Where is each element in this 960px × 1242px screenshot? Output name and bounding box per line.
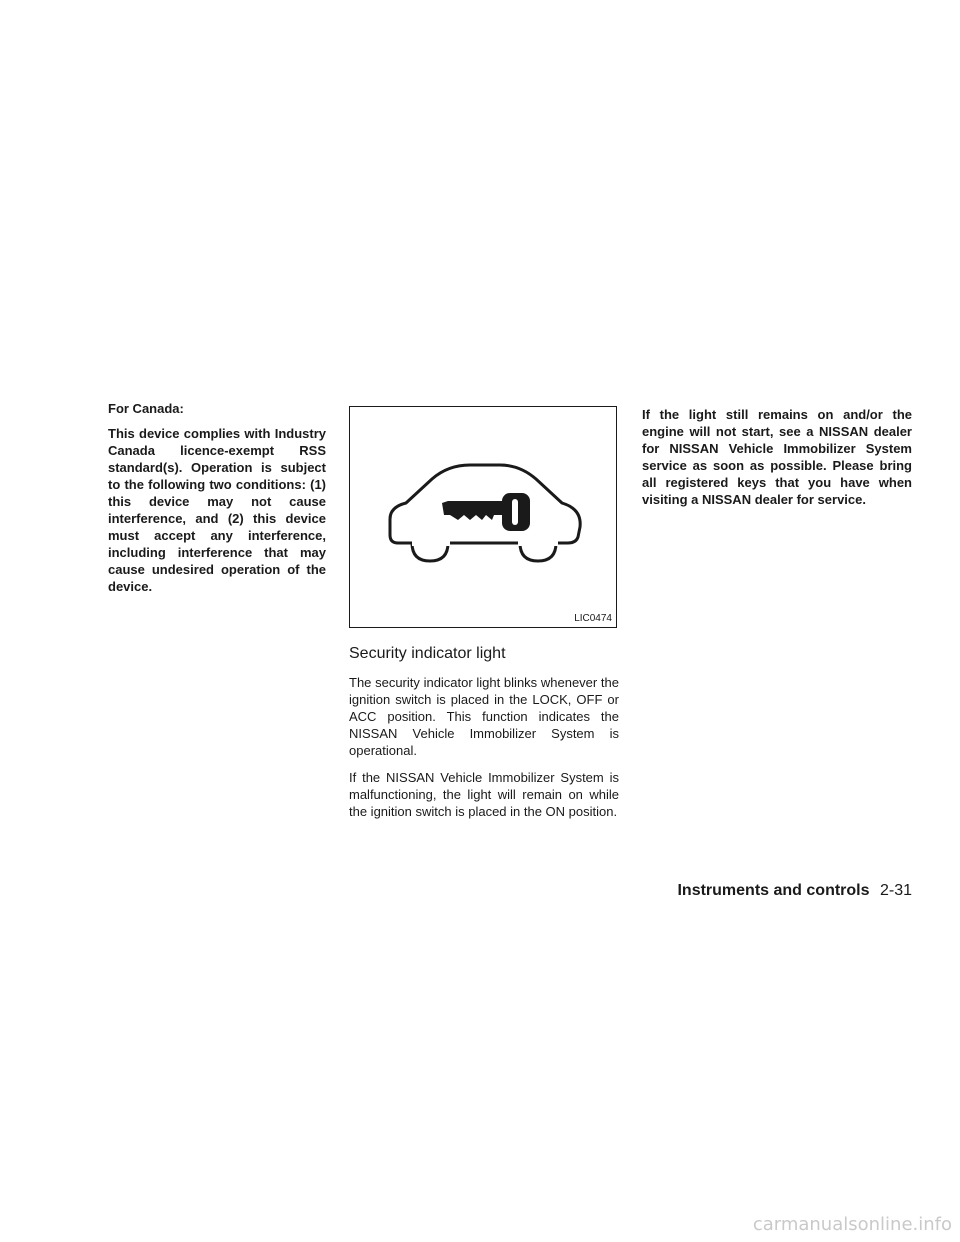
page-footer <box>677 881 912 901</box>
canada-heading: For Canada: <box>108 401 184 416</box>
security-section-title: Security indicator light <box>349 645 506 662</box>
security-indicator-figure <box>349 406 617 628</box>
chapter-title: Instruments and controls <box>677 882 870 899</box>
right-column <box>642 406 912 516</box>
car-key-icon <box>350 407 616 627</box>
security-paragraph-1: The security indicator light blinks whenever the ignition switch is placed in the LOCK, OFF or ACC position. This function indicates the NISSAN Vehicle Immobilizer System is operational. <box>349 675 619 758</box>
wheel-gap-front <box>412 541 450 546</box>
figure-code: LIC0474 <box>574 613 612 624</box>
canada-compliance-text: This device complies with Industry Canada licence-exempt RSS standard(s). Operation is subject to the following two conditions: (1) this device may not cause interference, and (2) this device must accept any interference, including interference that may cause undesired operation of the device. <box>108 426 326 594</box>
middle-column <box>349 406 619 830</box>
security-paragraph-2: If the NISSAN Vehicle Immobilizer System is malfunctioning, the light will remain on while the ignition switch is placed in the ON position. <box>349 770 619 819</box>
wheel-gap-rear <box>518 541 558 546</box>
page-number: 2-31 <box>879 882 912 899</box>
dealer-service-text: If the light still remains on and/or the engine will not start, see a NISSAN dealer for NISSAN Vehicle Immobilizer System service as soon as possible. Please bring all registered keys that you have when visiting a NISSAN dealer for service. <box>642 407 912 507</box>
key-head-slot <box>512 499 518 525</box>
left-column <box>108 400 326 603</box>
watermark: carmanualsonline.info <box>752 1214 952 1235</box>
